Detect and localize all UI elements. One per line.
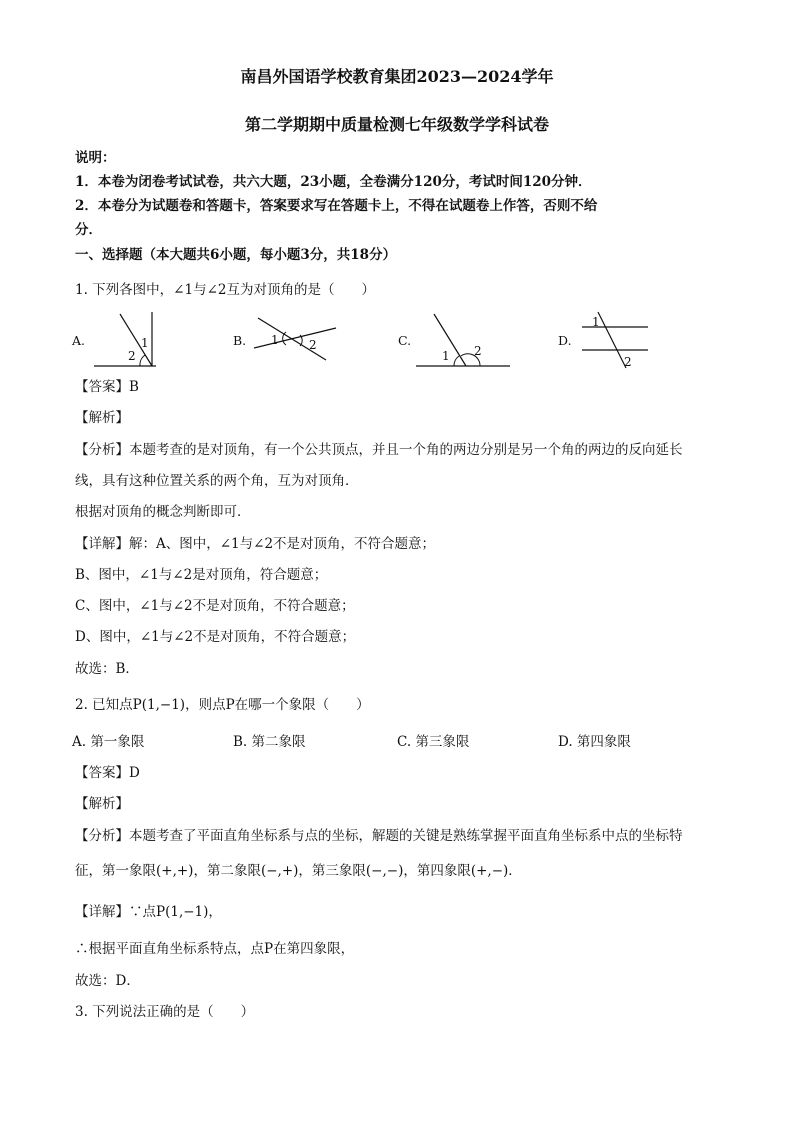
q1-conclusion: 故选：B． [75,661,139,677]
q2-analysis-line-1: 【分析】本题考查了平面直角坐标系与点的坐标，解题的关键是熟练掌握平面直角坐标系中点的坐标特 [75,828,683,844]
angle-1-label: 1 [442,349,450,363]
q1-option-a-label: A. [72,333,86,348]
q2-option-d: D. 第四象限 [558,734,631,750]
q1-option-b-label: B. [233,333,247,348]
angle-2-label: 2 [474,344,482,358]
section-1-heading: 一、选择题（本大题共6小题，每小题3分，共18分） [75,247,397,263]
q1-figure-b [250,312,340,364]
instruction-item-1: 1．本卷为闭卷考试试卷，共六大题，23小题，全卷满分120分，考试时间120分钟． [75,174,592,190]
q2-analysis-line-2: 征，第一象限(+,+)，第二象限(−,+)，第三象限(−,−)，第四象限(+,−)． [75,863,522,879]
q2-detail-line-2: ∴根据平面直角坐标系特点，点P在第四象限， [75,941,355,957]
angle-1-label: 1 [271,333,279,347]
q1-detail-line-4: D、图中，∠1与∠2不是对顶角，不符合题意； [75,629,356,645]
q1-option-d-label: D. [558,333,572,348]
q1-figure-a [90,308,162,370]
title-line-1: 南昌外国语学校教育集团2023—2024学年 [240,67,554,86]
instruction-item-2: 2．本卷分为试题卷和答题卡，答案要求写在答题卡上，不得在试题卷上作答，否则不给 [75,198,598,214]
q1-answer: 【答案】B [75,379,139,395]
q1-analysis-line-2: 线，具有这种位置关系的两个角，互为对顶角． [75,473,359,489]
instruction-item-2-cont: 分． [75,222,102,238]
title-line-2: 第二学期期中质量检测七年级数学学科试卷 [244,115,549,134]
angle-1-label: 1 [592,315,600,329]
q2-option-c: C. 第三象限 [397,734,470,750]
q2-option-a: A. 第一象限 [72,734,145,750]
q1-detail-line-3: C、图中，∠1与∠2不是对顶角，不符合题意； [75,598,355,614]
q1-detail-line-2: B、图中，∠1与∠2是对顶角，符合题意； [75,567,328,583]
q2-detail-line-1: 【详解】∵点P(1,−1)， [75,904,222,920]
q1-stem: 1. 下列各图中，∠1与∠2互为对顶角的是（ ） [75,282,375,298]
q1-figure-d [578,310,652,372]
q1-jiexi-heading: 【解析】 [75,410,129,426]
q2-option-b: B. 第二象限 [233,734,306,750]
q1-analysis-line-1: 【分析】本题考查的是对顶角，有一个公共顶点，并且一个角的两边分别是另一个角的两边的反向延长 [75,442,683,458]
q2-answer: 【答案】D [75,765,140,781]
instructions-heading: 说明： [75,150,116,166]
angle-2-label: 2 [624,355,632,369]
q1-analysis-line-3: 根据对顶角的概念判断即可． [75,504,251,520]
angle-2-label: 2 [128,349,136,363]
angle-2-label: 2 [309,338,317,352]
q2-stem: 2. 已知点P(1,−1)，则点P在哪一个象限（ ） [75,697,370,713]
angle-1-label: 1 [141,336,149,350]
q2-conclusion: 故选：D． [75,973,140,989]
q1-detail-line-1: 【详解】解：A、图中，∠1与∠2不是对顶角，不符合题意； [75,536,436,552]
q1-option-c-label: C. [398,333,412,348]
q1-figure-c [414,310,514,370]
q2-jiexi-heading: 【解析】 [75,796,129,812]
q3-stem: 3. 下列说法正确的是（ ） [75,1004,255,1020]
